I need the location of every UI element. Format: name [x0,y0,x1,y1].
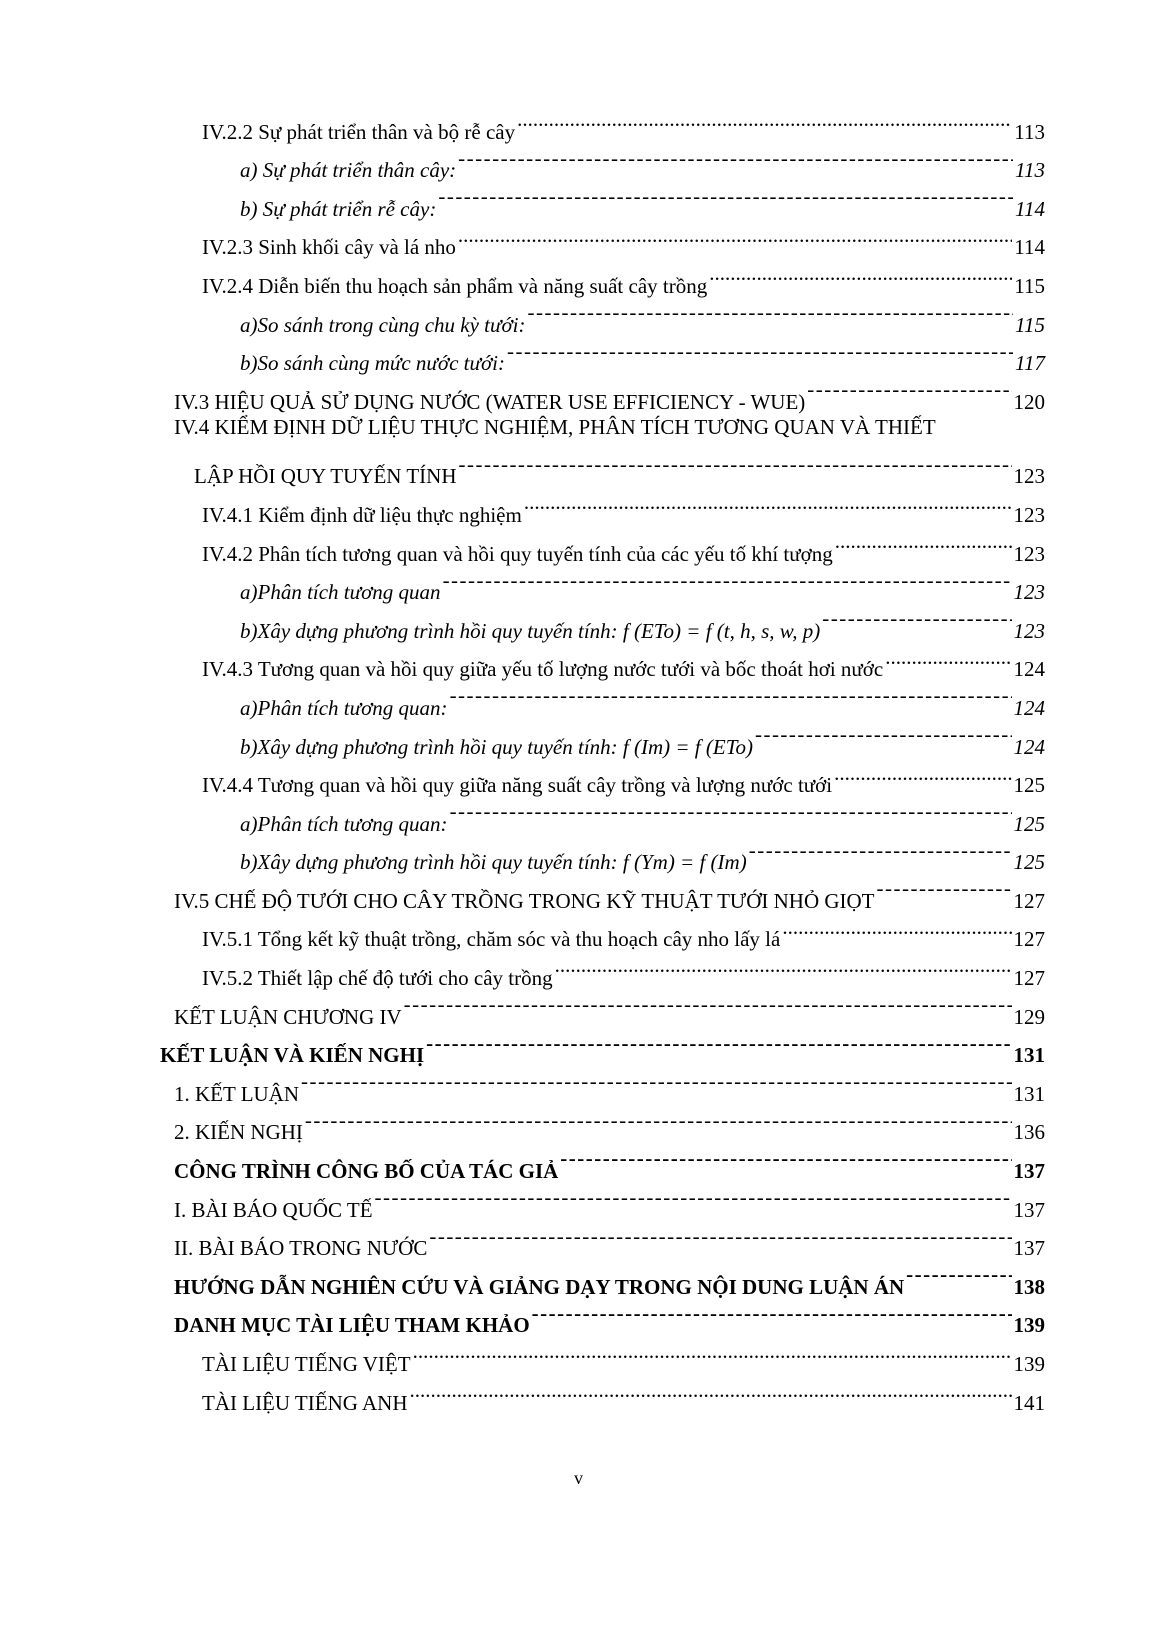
toc-leader [517,100,1012,139]
toc-leader [507,332,1013,371]
toc-entry-title: LẬP HỒI QUY TUYẾN TÍNH [194,464,457,489]
toc-entry-title: b)Xây dựng phương trình hồi quy tuyến tính: f (Im) = f (ETo) [240,734,753,759]
toc-leader [458,139,1013,178]
toc-leader [555,946,1012,985]
toc-leader [528,293,1014,332]
toc-entry[interactable] [160,254,1045,298]
toc-entry-page: 114 [1015,196,1045,221]
toc-leader [885,638,1011,677]
toc-leader [709,254,1012,293]
toc-entry-line [160,1178,1045,1222]
toc-entry[interactable] [160,522,1045,566]
toc-leader [524,483,1012,522]
toc-entry-line [160,293,1045,337]
toc-entry-line [160,177,1045,221]
toc-entry-title: KẾT LUẬN VÀ KIẾN NGHỊ [160,1043,425,1068]
toc-entry-line [160,216,1045,260]
toc-leader [404,985,1012,1024]
toc-entry-title: IV.5.2 Thiết lập chế độ tưới cho cây trồng [202,966,553,991]
toc-entry[interactable] [160,985,1045,1029]
toc-entry[interactable] [160,293,1045,337]
toc-entry-line [160,445,1045,489]
toc-leader [835,522,1012,561]
toc-entry-line [160,908,1045,952]
toc-entry-title: TÀI LIỆU TIẾNG VIỆT [202,1352,411,1376]
toc-entry-title: a) Sự phát triển thân cây: [240,158,457,183]
toc-entry-title: IV.4 KIỂM ĐỊNH DỮ LIỆU THỰC NGHIỆM, PHÂN TÍCH TƯƠNG QUAN VÀ THIẾT [174,414,936,439]
toc-entry-page: 131 [1013,1043,1045,1068]
toc-entry[interactable] [160,561,1045,605]
toc-entry-page: 127 [1013,966,1045,991]
toc-entry-title: IV.5 CHẾ ĐỘ TƯỚI CHO CÂY TRỒNG TRONG KỸ THUẬT TƯỚI NHỎ GIỌT [174,888,875,913]
toc-entry-title: b) Sự phát triển rễ cây: [240,196,437,221]
toc-leader [410,1371,1012,1410]
toc-entry-line [160,254,1045,298]
toc-entry-title: IV.4.1 Kiểm định dữ liệu thực nghiệm [202,502,522,527]
toc-entry-page: 124 [1013,734,1045,759]
toc-entry-page: 125 [1013,850,1045,875]
toc-leader [438,177,1013,216]
toc-entry[interactable] [160,676,1045,720]
toc-entry-line [160,1139,1045,1184]
table-of-contents [160,100,1045,1415]
toc-entry[interactable] [160,1062,1045,1106]
toc-entry-line [160,522,1045,566]
toc-entry-line [160,676,1045,720]
toc-leader [458,445,1011,484]
toc-entry-title: a)So sánh trong cùng chu kỳ tưới: [240,312,526,337]
toc-entry-title: b)Xây dựng phương trình hồi quy tuyến tính: f (Ym) = f (Im) [240,850,747,875]
toc-entry-title: IV.2.2 Sự phát triển thân và bộ rễ cây [202,119,516,144]
toc-entry-line [160,370,1045,414]
toc-entry[interactable] [160,332,1045,376]
toc-leader [755,715,1012,754]
toc-entry-line [160,869,1045,913]
toc-entry-title: IV.2.3 Sinh khối cây và lá nho [202,235,456,260]
toc-entry-line [160,1217,1045,1261]
toc-entry[interactable] [160,483,1045,527]
toc-entry[interactable] [160,139,1045,183]
toc-entry-page: 129 [1013,1004,1045,1029]
toc-entry[interactable] [160,754,1045,798]
toc-entry[interactable] [160,1332,1045,1376]
toc-entry-line [160,792,1045,836]
toc-entry-page: 123 [1013,502,1045,527]
toc-leader [560,1139,1011,1178]
toc-entry-page: 114 [1014,235,1045,260]
toc-entry-page: 124 [1013,657,1045,682]
toc-entry-page: 123 [1013,541,1045,566]
toc-entry[interactable] [160,831,1045,875]
toc-entry-page: 115 [1015,312,1045,337]
toc-entry-page: 131 [1013,1081,1045,1106]
toc-entry[interactable] [160,908,1045,952]
toc-entry-page: 113 [1014,119,1045,144]
toc-entry[interactable] [160,409,1045,445]
toc-entry[interactable] [160,100,1045,144]
toc-entry[interactable] [160,1217,1045,1261]
toc-leader [450,792,1012,831]
toc-entry-line [160,1062,1045,1106]
toc-leader [375,1178,1012,1217]
toc-leader [807,370,1011,409]
toc-leader [443,561,1012,600]
toc-entry[interactable] [160,792,1045,836]
toc-entry[interactable] [160,1255,1045,1299]
toc-entry-page: 138 [1013,1274,1045,1299]
toc-leader [782,908,1011,947]
toc-entry[interactable] [160,869,1045,913]
toc-entry-title: IV.5.1 Tổng kết kỹ thuật trồng, chăm sóc và thu hoạch cây nho lấy lá [202,927,781,952]
toc-entry-title: TÀI LIỆU TIẾNG ANH [202,1390,408,1415]
toc-entry-line [160,831,1045,875]
toc-leader [301,1062,1011,1101]
toc-leader [450,676,1012,715]
toc-entry-line [160,1332,1045,1376]
toc-leader [822,599,1011,638]
toc-entry-page: 117 [1015,351,1045,376]
toc-entry-line [160,1101,1045,1145]
toc-entry[interactable] [160,370,1045,414]
toc-entry-title: IV.2.4 Diễn biến thu hoạch sản phẩm và năng suất cây trồng [202,273,708,298]
toc-entry-title: HƯỚNG DẪN NGHIÊN CỨU VÀ GIẢNG DẠY TRONG NỘI DUNG LUẬN ÁN [174,1274,905,1299]
toc-leader [426,1024,1011,1063]
toc-entry[interactable] [160,638,1045,682]
toc-entry-line [160,715,1045,759]
toc-entry[interactable] [160,715,1045,759]
toc-entry[interactable] [160,177,1045,221]
toc-leader [834,754,1011,793]
toc-leader [749,831,1012,870]
toc-entry-title: IV.4.4 Tương quan và hồi quy giữa năng suất cây trồng và lượng nước tưới [202,773,833,798]
toc-entry-title: b)So sánh cùng mức nước tưới: [240,351,505,376]
toc-entry-page: 120 [1013,389,1045,414]
toc-entry-title: IV.4.2 Phân tích tương quan và hồi quy tuyến tính của các yếu tố khí tượng [202,541,833,566]
toc-entry-title: a)Phân tích tương quan: [240,811,448,836]
toc-entry-line [160,1371,1045,1415]
toc-entry-line [160,483,1045,527]
toc-entry-title: DANH MỤC TÀI LIỆU THAM KHẢO [174,1313,530,1338]
toc-entry-page: 137 [1013,1197,1045,1222]
toc-entry[interactable] [160,445,1045,489]
page-number: v [574,1468,583,1488]
toc-entry-page: 136 [1013,1120,1045,1145]
toc-entry[interactable] [160,946,1045,991]
toc-entry-line [160,1024,1045,1068]
toc-entry-line [160,1294,1045,1338]
toc-entry-title: IV.4.3 Tương quan và hồi quy giữa yếu tố lượng nước tưới và bốc thoát hơi nước [202,657,884,682]
toc-entry-page: 123 [1013,618,1045,643]
toc-entry[interactable] [160,1024,1045,1068]
toc-entry-title: II. BÀI BÁO TRONG NƯỚC [174,1236,428,1261]
toc-entry-line [160,332,1045,376]
toc-entry-page: 125 [1013,811,1045,836]
toc-entry-line [160,638,1045,682]
toc-entry[interactable] [160,1371,1045,1415]
toc-entry-line [160,754,1045,798]
toc-leader [429,1217,1011,1256]
toc-entry-page: 113 [1015,158,1045,183]
toc-entry-title: CÔNG TRÌNH CÔNG BỐ CỦA TÁC GIẢ [174,1159,559,1184]
toc-entry-page: 115 [1014,273,1045,298]
toc-entry[interactable] [160,1139,1045,1184]
toc-entry[interactable] [160,1178,1045,1222]
toc-entry-title: I. BÀI BÁO QUỐC TẾ [174,1197,373,1222]
toc-entry-page: 127 [1013,888,1045,913]
toc-entry-page: 137 [1013,1236,1045,1261]
toc-entry-title: KẾT LUẬN CHƯƠNG IV [174,1004,402,1029]
toc-entry-line [160,100,1045,144]
toc-entry-page: 124 [1013,695,1045,720]
toc-entry-line [160,985,1045,1029]
toc-entry-page: 141 [1013,1390,1045,1415]
toc-entry-page: 139 [1013,1352,1045,1376]
toc-entry[interactable] [160,1101,1045,1145]
toc-entry-title: 1. KẾT LUẬN [174,1081,300,1106]
toc-leader [413,1332,1012,1371]
toc-leader [458,216,1012,255]
toc-entry-page: 139 [1013,1313,1045,1338]
toc-entry-title: b)Xây dựng phương trình hồi quy tuyến tính: f (ETo) = f (t, h, s, w, p) [240,618,821,643]
toc-entry-line [160,599,1045,643]
toc-entry-page: 125 [1013,773,1045,798]
toc-leader [305,1101,1012,1140]
toc-entry-title: 2. KIẾN NGHỊ [174,1120,303,1145]
toc-entry[interactable] [160,599,1045,643]
toc-entry-page: 127 [1013,927,1045,952]
toc-entry-line [160,139,1045,183]
toc-entry-page: 123 [1013,464,1045,489]
toc-entry-title: IV.3 HIỆU QUẢ SỬ DỤNG NƯỚC (WATER USE EFFICIENCY - WUE) [174,389,806,414]
toc-entry-line [160,946,1045,991]
toc-leader [906,1255,1011,1294]
toc-entry-page: 123 [1013,580,1045,605]
toc-entry[interactable] [160,216,1045,260]
toc-entry-page: 137 [1013,1159,1045,1184]
toc-entry-line [160,561,1045,605]
toc-entry-line [160,409,1045,445]
toc-entry-line [160,1255,1045,1299]
toc-entry-title: a)Phân tích tương quan [240,580,441,605]
toc-entry[interactable] [160,1294,1045,1338]
toc-leader [532,1294,1012,1333]
toc-entry-title: a)Phân tích tương quan: [240,695,448,720]
toc-leader [877,869,1012,908]
